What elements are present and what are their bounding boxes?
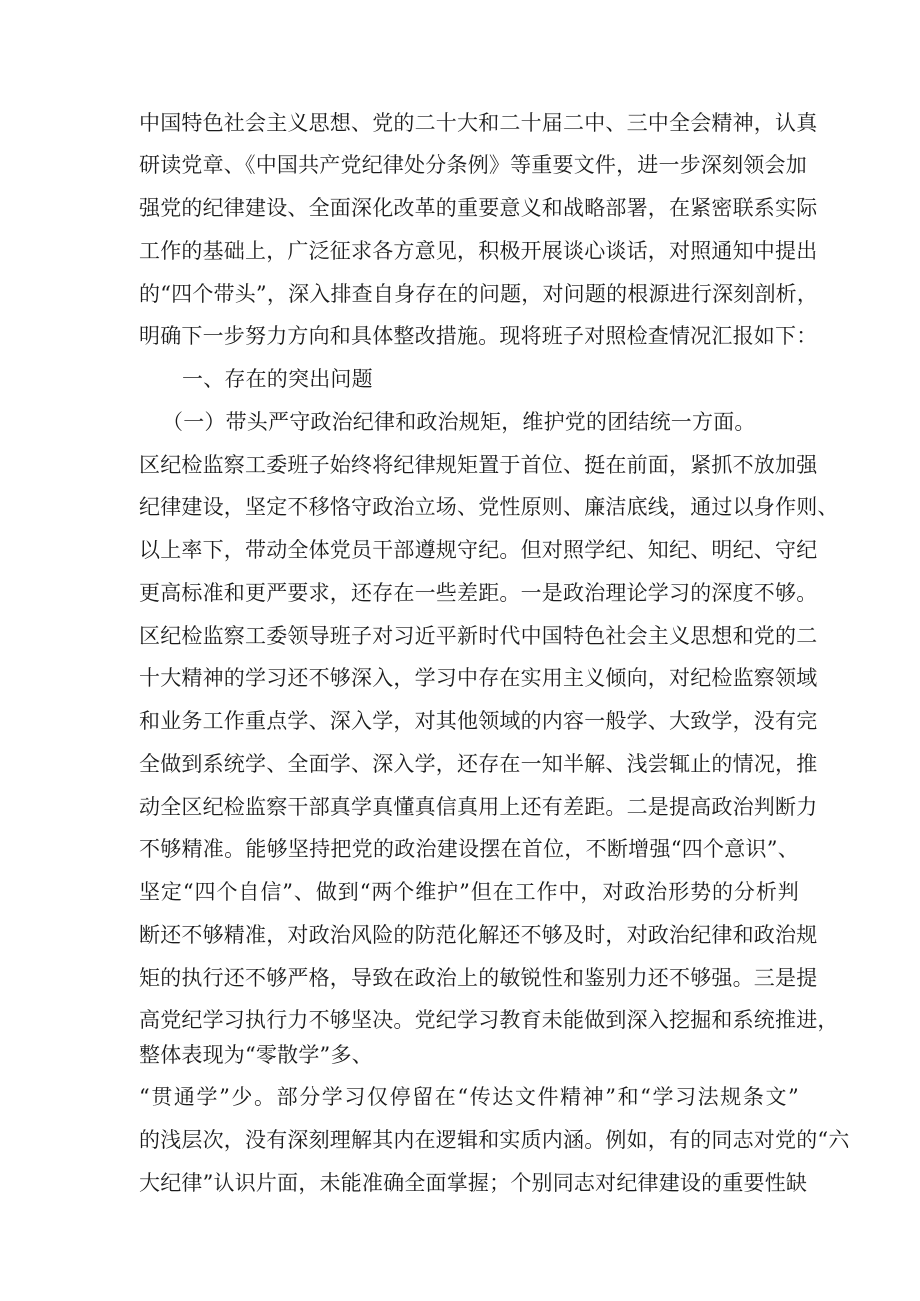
paragraph-line-24: “贯通学”少。部分学习仅停留在“传达文件精神”和“学习法规条文” [139, 1085, 799, 1109]
paragraph-line-26: 大纪律”认识片面，未能准确全面掌握；个别同志对纪律建设的重要性缺 [139, 1171, 808, 1195]
paragraph-line-25: 的浅层次，没有深刻理解其内在逻辑和实质内涵。例如，有的同志对党的“六 [139, 1128, 850, 1152]
paragraph-line-19: 坚定“四个自信”、做到“两个维护”但在工作中，对政治形势的分析判 [139, 880, 799, 904]
paragraph-line-22: 高党纪学习执行力不够坚决。党纪学习教育未能做到深入挖掘和系统推进， [139, 1008, 839, 1032]
paragraph-line-1: 中国特色社会主义思想、党的二十大和二十届二中、三中全会精神，认真 [139, 111, 818, 135]
paragraph-line-2: 研读党章、《中国共产党纪律处分条例》等重要文件，进一步深刻领会加 [139, 153, 807, 177]
paragraph-line-5: 的“四个带头”，深入排查自身存在的问题，对问题的根源进行深刻剖析， [139, 282, 819, 306]
paragraph-line-21: 矩的执行还不够严格，导致在政治上的敏锐性和鉴别力还不够强。三是提 [139, 966, 818, 990]
paragraph-line-11: 以上率下，带动全体党员干部遵规守纪。但对照学纪、知纪、明纪、守纪 [139, 538, 818, 562]
section-heading: 一、存在的突出问题 [182, 367, 373, 391]
paragraph-line-3: 强党的纪律建设、全面深化改革的重要意义和战略部署，在紧密联系实际 [139, 196, 818, 220]
paragraph-line-23: 整体表现为“零散学”多、 [139, 1043, 373, 1067]
paragraph-line-15: 和业务工作重点学、深入学，对其他领域的内容一般学、大致学，没有完 [139, 709, 818, 733]
paragraph-line-14: 十大精神的学习还不够深入，学习中存在实用主义倾向，对纪检监察领域 [139, 666, 818, 690]
paragraph-line-4: 工作的基础上，广泛征求各方意见，积极开展谈心谈话，对照通知中提出 [139, 239, 818, 263]
paragraph-line-13: 区纪检监察工委领导班子对习近平新时代中国特色社会主义思想和党的二 [139, 624, 818, 648]
paragraph-line-17: 动全区纪检监察干部真学真懂真信真用上还有差距。二是提高政治判断力 [139, 795, 818, 819]
subsection-heading: （一）带头严守政治纪律和政治规矩，维护党的团结统一方面。 [162, 410, 756, 434]
paragraph-line-18: 不够精准。能够坚持把党的政治建设摆在首位，不断增强“四个意识”、 [139, 837, 799, 861]
paragraph-line-20: 断还不够精准，对政治风险的防范化解还不够及时，对政治纪律和政治规 [139, 923, 818, 947]
paragraph-line-6: 明确下一步努力方向和具体整改措施。现将班子对照检查情况汇报如下： [139, 324, 818, 348]
paragraph-line-12: 更高标准和更严要求，还存在一些差距。一是政治理论学习的深度不够。 [139, 581, 818, 605]
paragraph-line-9: 区纪检监察工委班子始终将纪律规矩置于首位、挺在前面，紧抓不放加强 [139, 453, 818, 477]
paragraph-line-16: 全做到系统学、全面学、深入学，还存在一知半解、浅尝辄止的情况，推 [139, 752, 818, 776]
paragraph-line-10: 纪律建设，坚定不移恪守政治立场、党性原则、廉洁底线，通过以身作则、 [139, 495, 839, 519]
